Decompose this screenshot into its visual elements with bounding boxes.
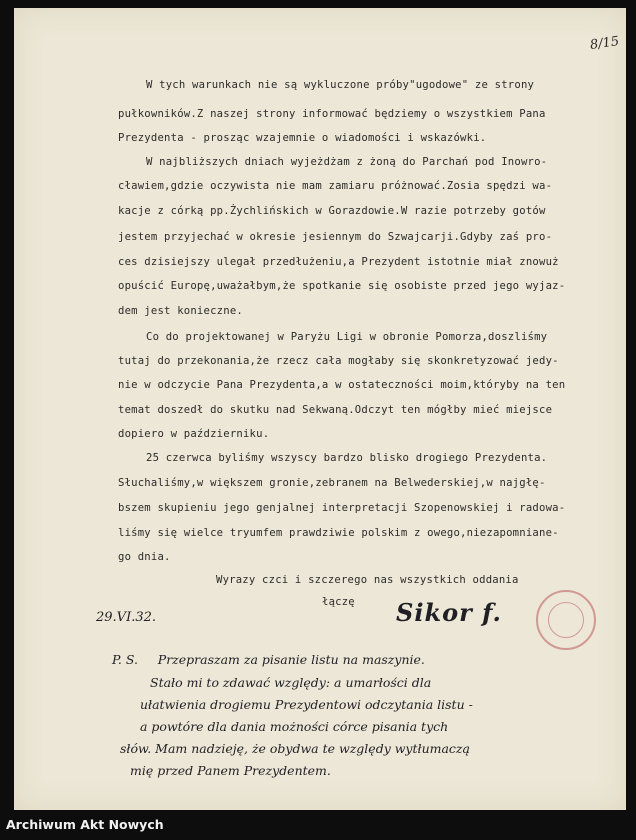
body-line: go dnia. bbox=[118, 551, 171, 563]
postscript-line: mię przed Panem Prezydentem. bbox=[130, 763, 331, 778]
body-line: temat doszedł do skutku nad Sekwaną.Odczyt ten mógłby mieć miejsce bbox=[118, 404, 553, 416]
body-line: Co do projektowanej w Paryżu Ligi w obronie Pomorza,doszliśmy bbox=[146, 331, 548, 343]
body-line: dem jest konieczne. bbox=[118, 305, 243, 317]
body-line: jestem przyjechać w okresie jesiennym do Szwajcarji.Gdyby zaś pro- bbox=[118, 231, 553, 243]
postscript-line: ułatwienia drogiemu Prezydentowi odczytania listu - bbox=[140, 697, 473, 712]
body-line: W najbliższych dniach wyjeżdżam z żoną do Parchań pod Inowro- bbox=[146, 156, 548, 168]
body-line: 25 czerwca byliśmy wszyscy bardzo blisko drogiego Prezydenta. bbox=[146, 452, 548, 464]
archive-stamp-text bbox=[538, 592, 598, 652]
body-line: liśmy się wielce tryumfem prawdziwie polskim z owego,niezapomniane- bbox=[118, 527, 559, 539]
body-line: nie w odczycie Pana Prezydenta,a w ostateczności moim,któryby na ten bbox=[118, 379, 566, 391]
body-line: pułkowników.Z naszej strony informować będziemy o wszystkiem Pana bbox=[118, 108, 546, 120]
handwritten-date: 29.VI.32. bbox=[96, 610, 157, 625]
body-line: kacje z córką pp.Żychlińskich w Gorazdowie.W razie potrzeby gotów bbox=[118, 205, 546, 217]
postscript-line: a powtóre dla dania możności córce pisania tych bbox=[140, 719, 449, 734]
signature: Sikor f. bbox=[396, 598, 502, 627]
archive-label: Archiwum Akt Nowych bbox=[6, 817, 164, 832]
postscript-line: słów. Mam nadzieję, że obydwa te względy wytłumaczą bbox=[120, 741, 470, 756]
body-line: opuścić Europę,uważałbym,że spotkanie się osobiste przed jego wyjaz- bbox=[118, 280, 566, 292]
closing-line: Wyrazy czci i szczerego nas wszystkich oddania bbox=[216, 574, 519, 586]
folio-number: 8/15 bbox=[589, 34, 621, 53]
archive-stamp bbox=[536, 590, 596, 650]
body-line: ces dzisiejszy ulegał przedłużeniu,a Prezydent istotnie miał znowuż bbox=[118, 256, 559, 268]
postscript-line: P. S. Przepraszam za pisanie listu na maszynie. bbox=[112, 652, 425, 667]
closing-word: łączę bbox=[322, 596, 355, 608]
body-line: tutaj do przekonania,że rzecz cała mogłaby się skonkretyzować jedy- bbox=[118, 355, 559, 367]
body-line: bszem skupieniu jego genjalnej interpretacji Szopenowskiej i radowa- bbox=[118, 502, 566, 514]
body-line: dopiero w październiku. bbox=[118, 428, 270, 440]
body-line: cławiem,gdzie oczywista nie mam zamiaru próżnować.Zosia spędzi wa- bbox=[118, 180, 553, 192]
postscript-line: Stało mi to zdawać względy: a umarłości dla bbox=[150, 675, 432, 690]
body-line: Prezydenta - prosząc wzajemnie o wiadomości i wskazówki. bbox=[118, 132, 487, 144]
body-line: W tych warunkach nie są wykluczone próby"ugodowe" ze strony bbox=[146, 79, 535, 91]
body-line: Słuchaliśmy,w większem gronie,zebranem na Belwederskiej,w najgłę- bbox=[118, 477, 546, 489]
